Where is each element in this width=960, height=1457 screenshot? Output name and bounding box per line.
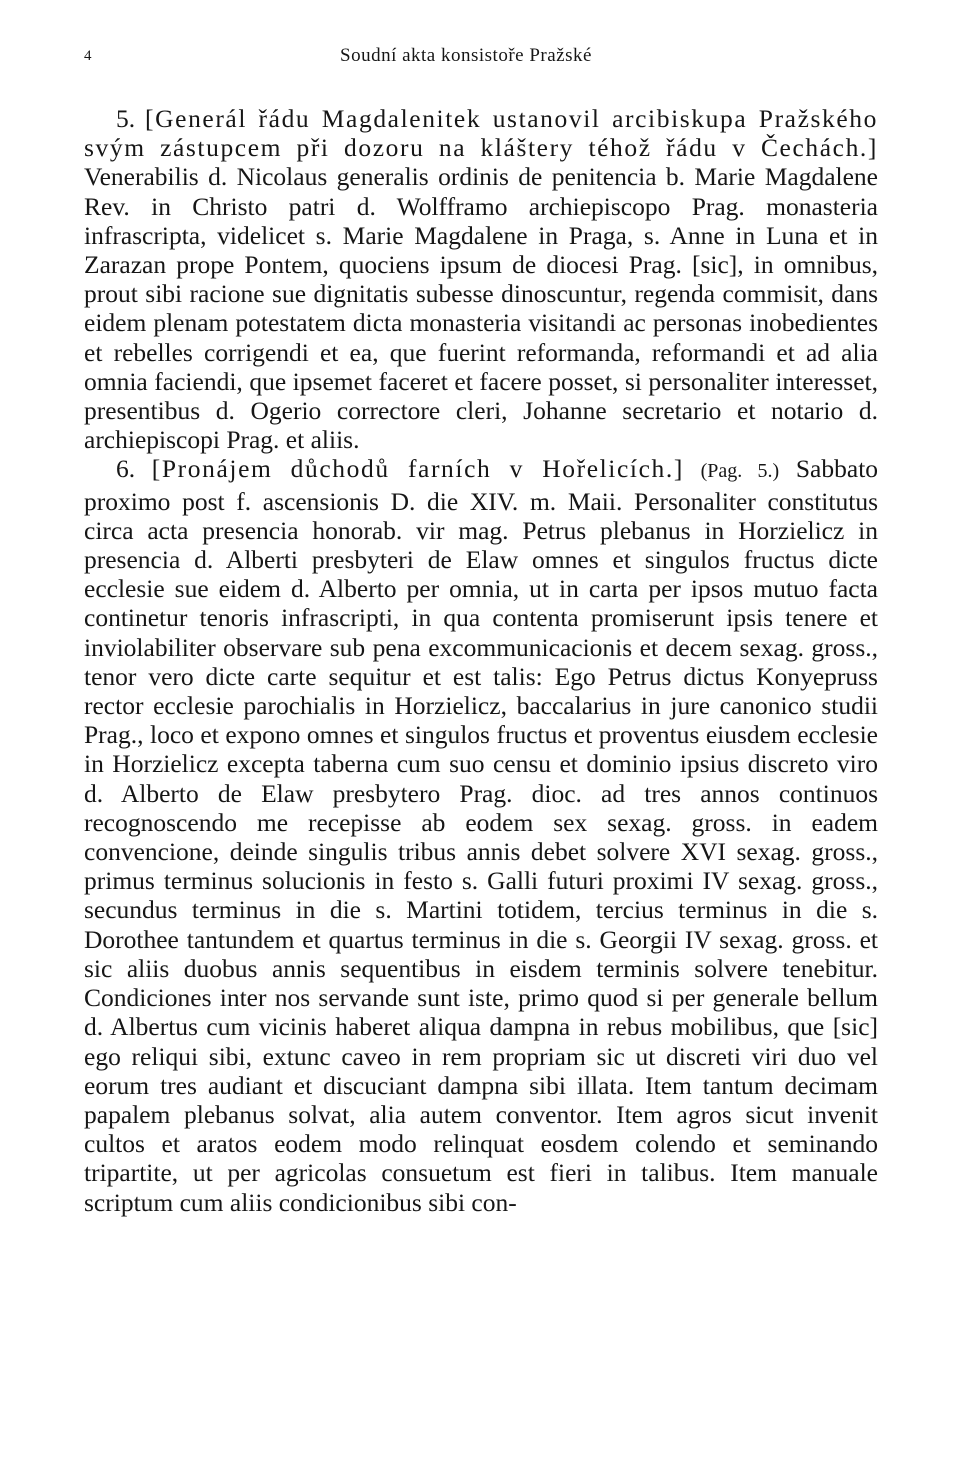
entry-heading: [Generál řádu Magdalenitek ustanovil arcibiskupa Pražského svým zástupcem při dozoru na kláštery téhož řádu v Čechách.] xyxy=(84,104,878,163)
body-text xyxy=(84,104,878,1217)
entry-number: 6. xyxy=(116,454,136,484)
entry-text: Sabbato proximo post f. ascensionis D. die XIV. m. Maii. Personaliter constitutus circa acta presencia honorab. vir mag. Petrus plebanus in Horzielicz in presencia d. Alberti presbyteri de Elaw omnes et singulos fructus dicte ecclesie sue eidem d. Alberto per omnia, ut in carta per ipsos mutuo facta continetur tenoris infrascripti, in qua contenta promiserunt ipsis tenere et inviolabiliter observare sub pena excommunicacionis et decem sexag. gross., tenor vero dicte carte sequitur et est talis: Ego Petrus dictus Konyepruss rector ecclesie parochialis in Horzielicz, baccalarius in jure canonico studii Prag., loco et expono omnes et singulos fructus et proventus eiusdem ecclesie in Horzielicz excepta taberna cum suo censu et dominio ipsius discreto viro d. Alberto de Elaw presbytero Prag. dioc. ad tres annos continuos recognoscendo me recepisse ab eodem sex sexag. gross. in eadem convencione, deinde singulis tribus annis debet solvere XVI sexag. gross., primus terminus solucionis in festo s. Galli futuri proximi IV sexag. gross., secundus terminus in die s. Martini totidem, tercius terminus in die s. Dorothee tantundem et quartus terminus in die s. Georgii IV sexag. gross. et sic aliis duobus annis sequentibus in eisdem terminis solvere tenebitur. Condiciones inter nos servande sunt iste, primo quod si per generale bellum d. Albertus cum vicinis haberet aliqua dampna in rebus mobilibus, que [sic] ego reliqui sibi, extunc caveo in rem propriam sic ut discreti viri duo vel eorum tres audiant et discuciant dampna sibi illata. Item tantum decimam papalem plebanus solvat, alia autem conventor. Item agros sicut invenit cultos et aratos eodem modo relinquat eosdem colendo et seminando tripartite, ut per agricolas consuetum est fieri in talibus. Item manuale scriptum cum aliis condicionibus sibi con- xyxy=(84,454,879,1217)
entry-5 xyxy=(84,104,878,454)
entry-6 xyxy=(84,454,878,1216)
running-head xyxy=(84,44,878,68)
entry-text: Venerabilis d. Nicolaus generalis ordinis de penitencia b. Marie Magdalene Rev. in Christo patri d. Wolfframo archiepiscopo Prag. monasteria infrascripta, videlicet s. Marie Magdalene in Praga, s. Anne in Luna et in Zarazan prope Pontem, quociens ipsum de diocesi Prag. [sic], in omnibus, prout sibi racione sue dignitatis subesse dinoscuntur, regenda commisit, dans eidem plenam potestatem dicta monasteria visitandi ac personas inobedientes et rebelles corrigendi et ea, que fuerint reformanda, reformandi et ad alia omnia faciendi, que ipsemet faceret et facere posset, si personaliter interesset, presentibus d. Ogerio correctore cleri, Johanne secretario et notario d. archiepiscopi Prag. et aliis. xyxy=(84,162,878,455)
entry-number: 5. xyxy=(116,104,136,133)
running-title: Soudní akta konsistoře Pražské xyxy=(340,45,592,66)
entry-heading: [Pronájem důchodů farních v Hořelicích.] xyxy=(151,454,684,484)
page-number: 4 xyxy=(84,48,92,64)
page-reference: (Pag. 5.) xyxy=(700,460,780,483)
document-page xyxy=(84,44,878,1217)
